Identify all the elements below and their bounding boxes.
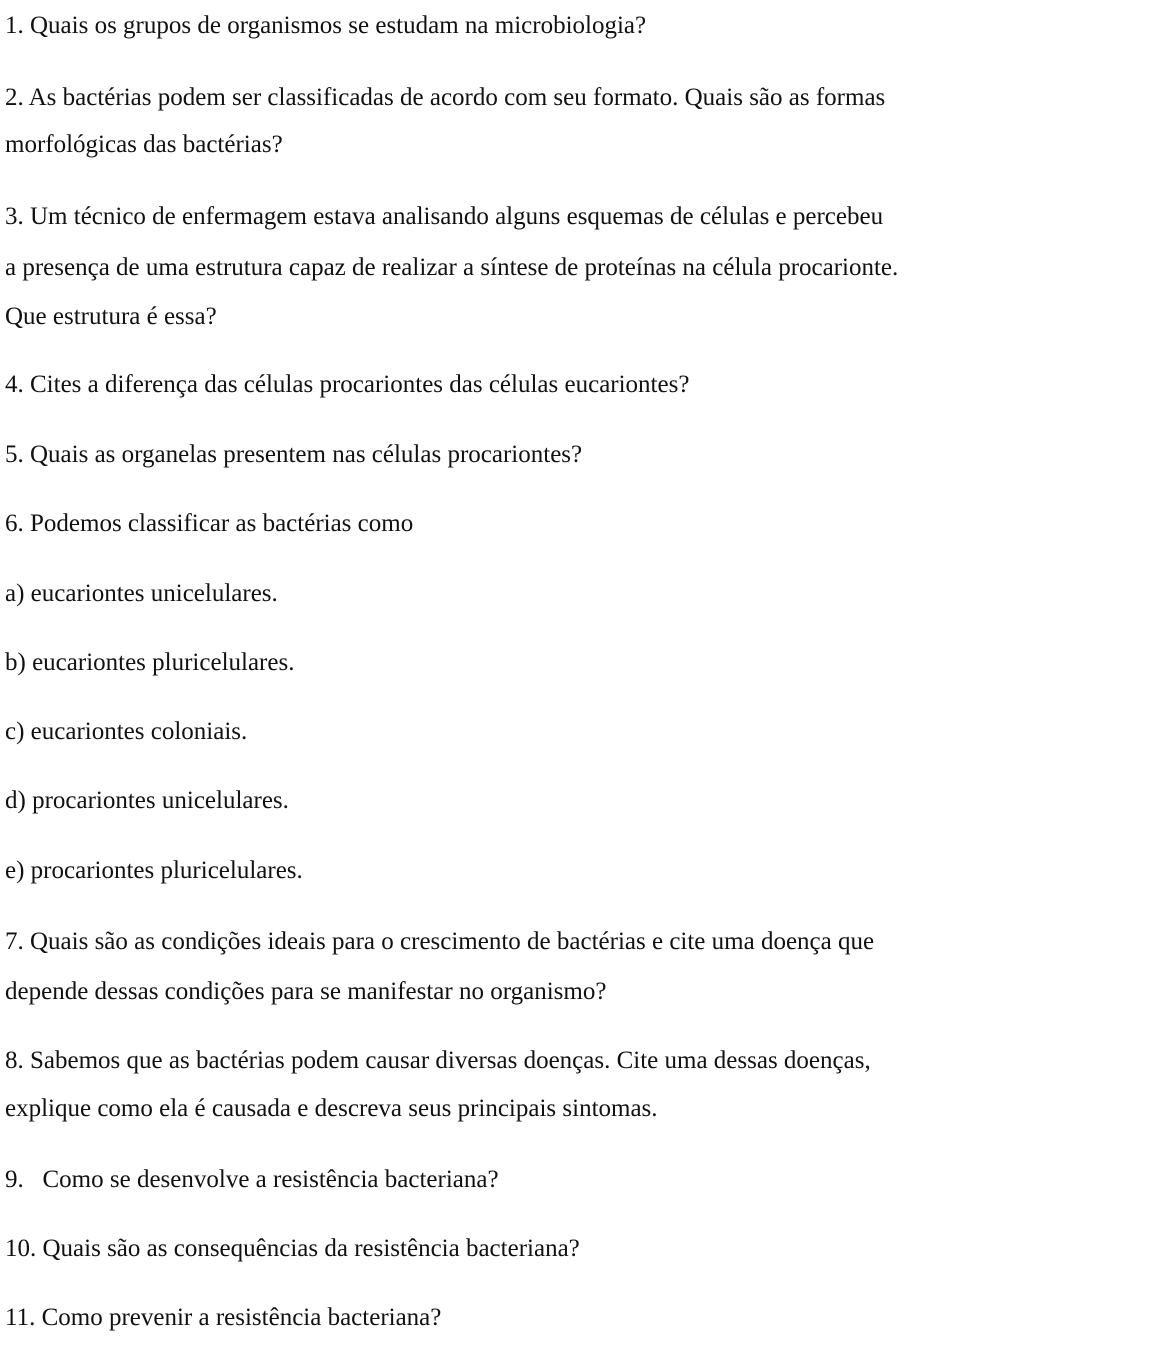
- option-d: d) procariontes unicelulares.: [5, 787, 289, 814]
- question-7-line-2: depende dessas condições para se manifestar no organismo?: [5, 978, 607, 1005]
- question-1: 1. Quais os grupos de organismos se estudam na microbiologia?: [5, 12, 647, 39]
- question-2-line-1: 2. As bactérias podem ser classificadas de acordo com seu formato. Quais são as formas: [5, 84, 886, 111]
- question-8-line-2: explique como ela é causada e descreva seus principais sintomas.: [5, 1095, 658, 1122]
- question-7-line-1: 7. Quais são as condições ideais para o crescimento de bactérias e cite uma doença que: [5, 928, 875, 955]
- option-c: c) eucariontes coloniais.: [5, 718, 248, 745]
- question-9: 9. Como se desenvolve a resistência bacteriana?: [5, 1166, 499, 1193]
- question-10: 10. Quais são as consequências da resistência bacteriana?: [5, 1235, 580, 1262]
- question-6: 6. Podemos classificar as bactérias como: [5, 510, 414, 537]
- question-11: 11. Como prevenir a resistência bacteriana?: [5, 1304, 442, 1331]
- question-3-line-3: Que estrutura é essa?: [5, 303, 217, 330]
- question-3-line-1: 3. Um técnico de enfermagem estava analisando alguns esquemas de células e percebeu: [5, 203, 884, 230]
- question-2-line-2: morfológicas das bactérias?: [5, 131, 283, 158]
- option-a: a) eucariontes unicelulares.: [5, 580, 278, 607]
- question-8-line-1: 8. Sabemos que as bactérias podem causar diversas doenças. Cite uma dessas doenças,: [5, 1047, 871, 1074]
- option-e: e) procariontes pluricelulares.: [5, 857, 303, 884]
- option-b: b) eucariontes pluricelulares.: [5, 649, 295, 676]
- question-4: 4. Cites a diferença das células procariontes das células eucariontes?: [5, 371, 690, 398]
- question-3-line-2: a presença de uma estrutura capaz de realizar a síntese de proteínas na célula procarionte.: [5, 254, 899, 281]
- question-5: 5. Quais as organelas presentem nas células procariontes?: [5, 441, 583, 468]
